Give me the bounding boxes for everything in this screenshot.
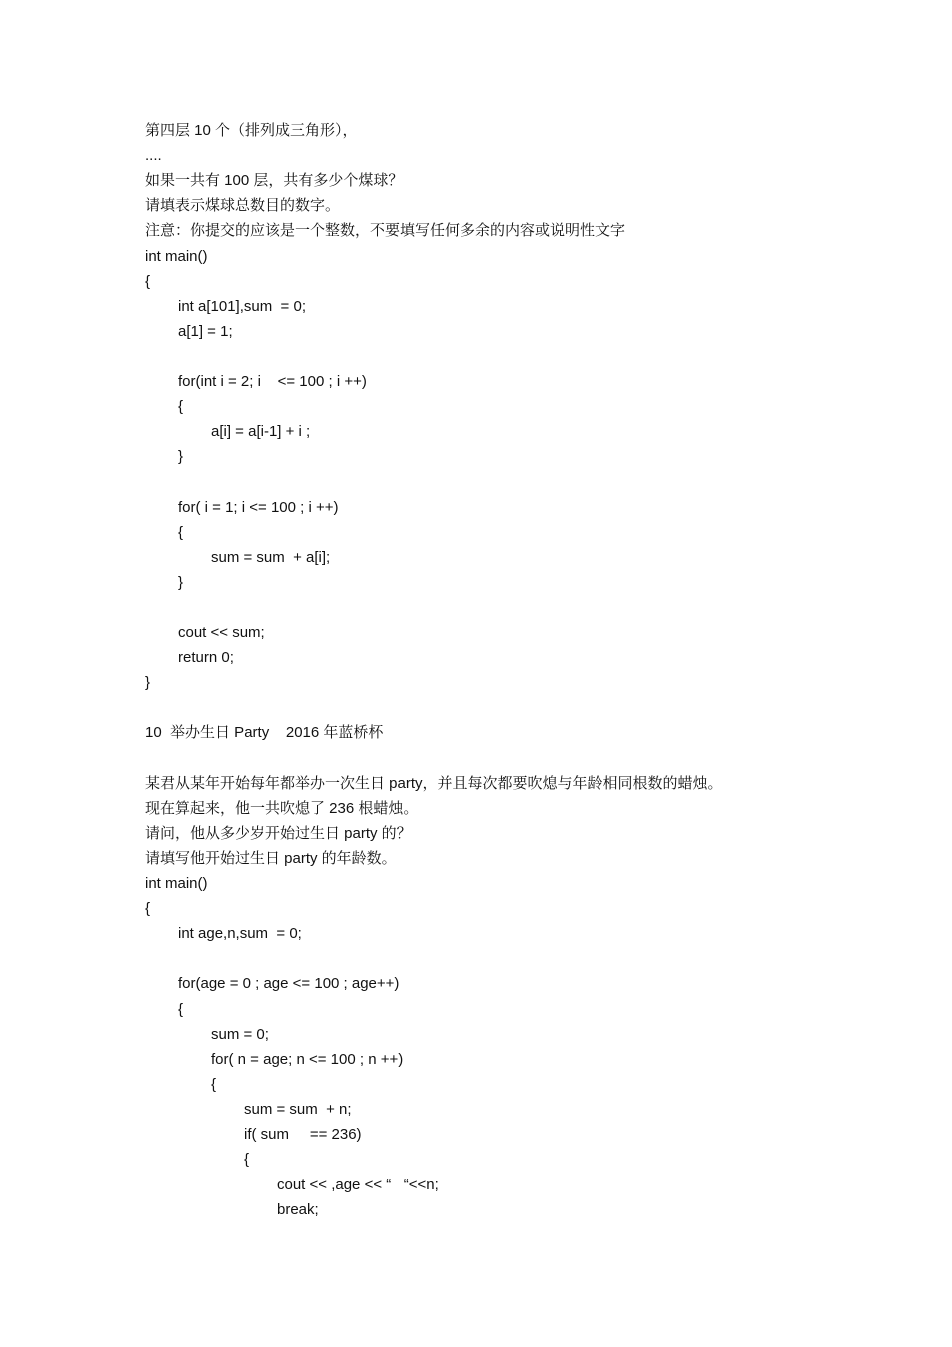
document-line: sum = sum + a[i]; [211, 548, 331, 566]
document-line: 注意：你提交的应该是一个整数，不要填写任何多余的内容或说明性文字 [145, 222, 626, 240]
document-line: { [178, 398, 184, 416]
document-line: .... [145, 147, 162, 165]
document-line: cout << ,age << “ “<<n; [277, 1176, 439, 1194]
document-line: } [145, 674, 151, 692]
document-line: int a[101],sum = 0; [178, 297, 306, 315]
document-line: if( sum == 236) [244, 1126, 362, 1143]
document-line: 某君从某年开始每年都举办一次生日 party，并且每次都要吹熄与年龄相同根数的蜡烛。 [145, 774, 723, 792]
document-line: 请问，他从多少岁开始过生日 party 的？ [145, 824, 412, 842]
document-line: } [178, 448, 184, 466]
document-line: break; [277, 1201, 319, 1219]
document-line: 请填表示煤球总数目的数字。 [145, 197, 341, 215]
document-line: 现在算起来，他一共吹熄了 236 根蜡烛。 [145, 799, 419, 817]
document-line: { [145, 900, 151, 918]
document-line: sum = sum + n; [244, 1100, 352, 1118]
document-line: { [178, 523, 184, 541]
document-line: for(age = 0 ; age <= 100 ; age++) [178, 975, 400, 993]
document-line: int main() [145, 247, 208, 265]
document-line: cout << sum; [178, 624, 265, 641]
document-line: for( n = age; n <= 100 ; n ++) [211, 1050, 404, 1068]
document-line: int main() [145, 875, 208, 892]
document-line: { [178, 1000, 184, 1018]
document-line: 10 举办生日 Party 2016 年蓝桥杯 [145, 724, 384, 742]
document-line: { [244, 1151, 250, 1169]
document-line: return 0; [178, 649, 234, 667]
document-line: for(int i = 2; i <= 100 ; i ++) [178, 373, 367, 390]
document-line: } [178, 573, 184, 591]
document-line: { [145, 272, 151, 290]
document-line: 请填写他开始过生日 party 的年龄数。 [145, 849, 397, 867]
document-line: a[1] = 1; [178, 322, 233, 340]
document-line: for( i = 1; i <= 100 ; i ++) [178, 498, 339, 516]
document-line: 如果一共有 100 层，共有多少个煤球？ [145, 172, 404, 190]
document-line: sum = 0; [211, 1025, 269, 1043]
document-line: 第四层 10 个（排列成三角形）， [145, 122, 358, 139]
document-line: { [211, 1075, 217, 1093]
document-line: a[i] = a[i-1] + i ; [211, 423, 311, 441]
document-line: int age,n,sum = 0; [178, 925, 302, 943]
